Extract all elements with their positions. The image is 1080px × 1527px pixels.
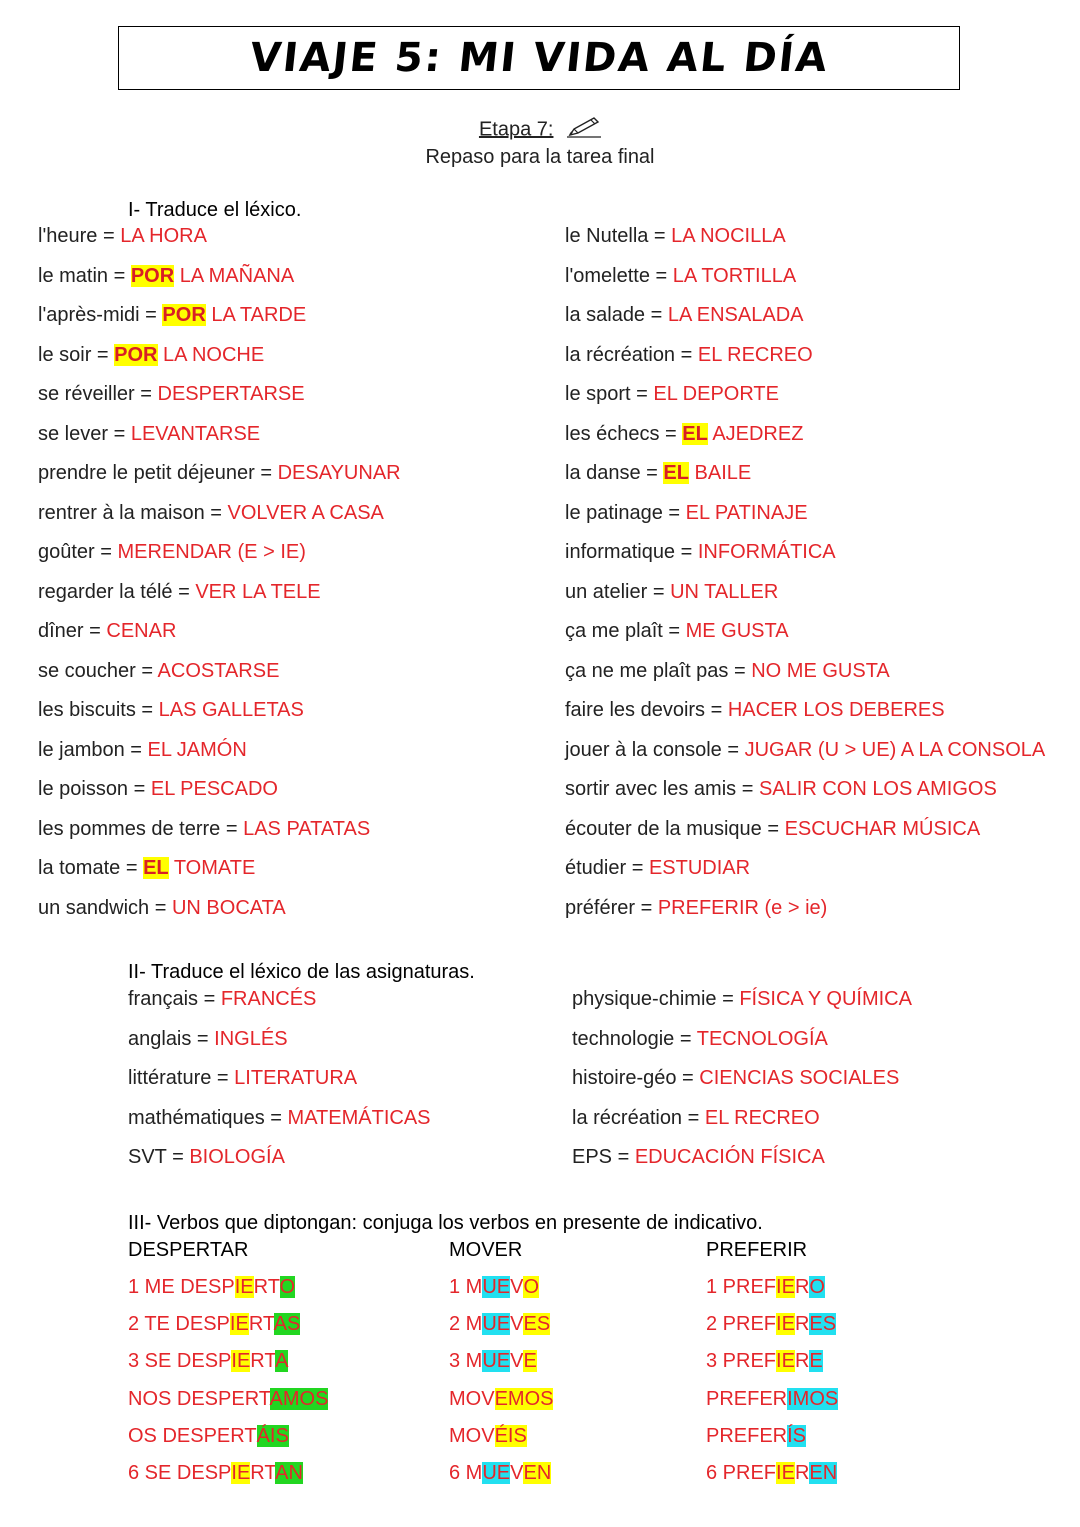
spanish-translation: LA TORTILLA <box>672 264 797 287</box>
stage-label <box>0 116 1080 144</box>
spanish-translation: JUGAR (U > UE) A LA CONSOLA <box>744 738 1046 761</box>
spanish-translation: UN BOCATA <box>171 896 286 919</box>
conjugation-stem: PREFER <box>706 1387 788 1410</box>
french-term: se réveiller = <box>38 383 158 405</box>
highlighted-article: POR <box>130 264 175 287</box>
conjugation-stem: MOV <box>449 1424 495 1447</box>
french-term: le matin = <box>38 264 131 287</box>
vocab-row <box>572 1027 912 1067</box>
french-term: sortir avec les amis = <box>565 778 759 800</box>
verb-column-despertar <box>128 1238 328 1497</box>
highlighted-ending: E <box>523 1350 537 1373</box>
highlighted-ending: IE <box>776 1350 795 1373</box>
conjugation-stem: RT <box>250 1350 276 1373</box>
french-term: littérature = <box>128 1067 235 1089</box>
highlighted-ending: ÁIS <box>256 1424 289 1447</box>
conjugation-row <box>449 1311 553 1348</box>
spanish-translation: CENAR <box>106 620 177 642</box>
vocab-row <box>565 501 1045 541</box>
spanish-translation: VER LA TELE <box>195 580 321 603</box>
section2-right-column <box>572 987 912 1185</box>
vocab-row <box>572 1066 912 1106</box>
vocab-row <box>565 896 1045 936</box>
highlighted-ending: IE <box>231 1461 251 1484</box>
conjugation-stem: 2 TE DESP <box>128 1313 230 1336</box>
highlighted-ending: ÉIS <box>494 1424 527 1447</box>
verb-name: PREFERIR <box>706 1239 808 1261</box>
conjugation-stem: R <box>794 1276 810 1298</box>
highlighted-ending: O <box>523 1276 540 1298</box>
vocab-row <box>38 303 401 343</box>
highlighted-ending: UE <box>482 1461 511 1484</box>
vocab-row <box>38 856 401 896</box>
french-term: la récréation = <box>572 1106 705 1129</box>
spanish-translation: LA TARDE <box>205 304 307 326</box>
spanish-translation: EL DEPORTE <box>653 383 779 405</box>
vocab-row <box>572 987 912 1027</box>
spanish-translation: MERENDAR (E > IE) <box>117 541 306 563</box>
vocab-row <box>565 659 1045 699</box>
highlighted-ending: EN <box>809 1461 838 1484</box>
conjugation-stem: 6 M <box>449 1461 483 1484</box>
conjugation-row <box>706 1311 838 1348</box>
conjugation-row <box>449 1386 553 1423</box>
highlighted-ending: AMOS <box>269 1387 329 1410</box>
spanish-translation: LA MAÑANA <box>174 264 295 287</box>
conjugation-stem: R <box>794 1313 810 1336</box>
spanish-translation: TOMATE <box>168 857 256 879</box>
highlighted-ending: IMOS <box>787 1387 839 1410</box>
conjugation-row <box>128 1423 328 1460</box>
spanish-translation: TECNOLOGÍA <box>696 1027 828 1050</box>
conjugation-row <box>706 1423 838 1460</box>
vocab-row <box>128 1145 431 1185</box>
spanish-translation: CIENCIAS SOCIALES <box>699 1067 900 1089</box>
vocab-row <box>565 817 1045 857</box>
conjugation-stem: R <box>794 1350 810 1373</box>
conjugation-row <box>128 1386 328 1423</box>
spanish-translation: EL PESCADO <box>150 778 278 800</box>
french-term: physique-chimie = <box>572 988 740 1010</box>
highlighted-article: EL <box>143 857 169 879</box>
conjugation-row <box>706 1386 838 1423</box>
vocab-row <box>565 264 1045 304</box>
conjugation-stem: V <box>510 1276 524 1298</box>
french-term: le sport = <box>565 383 654 405</box>
spanish-translation: INGLÉS <box>214 1027 288 1050</box>
subtitle: Repaso para la tarea final <box>425 146 655 168</box>
conjugation-stem: 3 SE DESP <box>128 1350 232 1373</box>
highlighted-ending: IE <box>229 1313 249 1336</box>
conjugation-stem: 6 PREF <box>706 1461 777 1484</box>
french-term: l'omelette = <box>565 264 673 287</box>
highlighted-article: POR <box>162 304 206 326</box>
conjugation-stem: V <box>510 1461 524 1484</box>
vocab-row <box>565 540 1045 580</box>
section1-left-column <box>38 224 401 935</box>
french-term: le Nutella = <box>565 225 672 247</box>
pencil-icon <box>567 116 601 144</box>
spanish-translation: LAS GALLETAS <box>158 699 304 721</box>
spanish-translation: EL JAMÓN <box>147 738 247 761</box>
french-term: français = <box>128 988 221 1010</box>
highlighted-ending: ÍS <box>787 1424 807 1447</box>
french-term: écouter de la musique = <box>565 817 785 840</box>
french-term: l'heure = <box>38 225 121 247</box>
conjugation-row <box>706 1348 838 1385</box>
conjugation-stem: NOS DESPERT <box>128 1387 270 1410</box>
vocab-row <box>38 580 401 620</box>
vocab-row <box>565 224 1045 264</box>
spanish-translation: FÍSICA Y QUÍMICA <box>739 988 912 1010</box>
french-term: se coucher = <box>38 659 158 682</box>
french-term: le jambon = <box>38 738 148 761</box>
conjugation-row <box>128 1274 328 1311</box>
stage-text: Etapa 7: <box>478 118 554 141</box>
highlighted-ending: E <box>809 1350 823 1373</box>
vocab-row <box>38 817 401 857</box>
conjugation-stem: 1 M <box>449 1276 483 1298</box>
highlighted-ending: IE <box>234 1276 254 1298</box>
section2-heading: II- Traduce el léxico de las asignaturas. <box>128 961 475 983</box>
vocab-row <box>38 382 401 422</box>
french-term: la tomate = <box>38 857 144 879</box>
highlighted-ending: O <box>809 1276 825 1298</box>
spanish-translation: FRANCÉS <box>220 988 317 1010</box>
vocab-row <box>565 343 1045 383</box>
section3-heading: III- Verbos que diptongan: conjuga los verbos en presente de indicativo. <box>128 1212 763 1234</box>
spanish-translation: NO ME GUSTA <box>751 659 890 682</box>
conjugation-stem: RT <box>253 1276 280 1298</box>
conjugation-stem: R <box>794 1461 810 1484</box>
vocab-row <box>128 1027 431 1067</box>
spanish-translation: PREFERIR (e > ie) <box>657 896 828 919</box>
highlighted-ending: IE <box>776 1461 795 1484</box>
french-term: jouer à la console = <box>565 738 745 761</box>
vocab-row <box>565 461 1045 501</box>
vocab-row <box>38 896 401 936</box>
french-term: SVT = <box>128 1146 190 1168</box>
vocab-row <box>38 619 401 659</box>
verb-name: DESPERTAR <box>128 1239 249 1261</box>
vocab-row <box>38 501 401 541</box>
french-term: informatique = <box>565 541 698 563</box>
vocab-row <box>128 1066 431 1106</box>
french-term: rentrer à la maison = <box>38 501 228 524</box>
spanish-translation: EDUCACIÓN FÍSICA <box>634 1146 825 1168</box>
vocab-row <box>565 856 1045 896</box>
conjugation-stem: 2 M <box>449 1313 483 1336</box>
title-box <box>118 26 960 90</box>
spanish-translation: VOLVER A CASA <box>227 501 384 524</box>
spanish-translation: DESPERTARSE <box>157 383 305 405</box>
spanish-translation: HACER LOS DEBERES <box>727 699 945 721</box>
spanish-translation: ESCUCHAR MÚSICA <box>784 817 981 840</box>
french-term: la récréation = <box>565 343 698 366</box>
section1-heading: I- Traduce el léxico. <box>128 199 302 221</box>
conjugation-stem: OS DESPERT <box>128 1424 257 1447</box>
vocab-row <box>38 777 401 817</box>
french-term: technologie = <box>572 1027 697 1050</box>
spanish-translation: BIOLOGÍA <box>189 1146 285 1168</box>
spanish-translation: EL RECREO <box>697 343 813 366</box>
conjugation-row <box>706 1274 838 1311</box>
french-term: anglais = <box>128 1027 215 1050</box>
highlighted-ending: UE <box>482 1276 511 1298</box>
french-term: ça me plaît = <box>565 620 686 642</box>
highlighted-ending: EN <box>523 1461 552 1484</box>
vocab-row <box>565 738 1045 778</box>
highlighted-ending: O <box>279 1276 296 1298</box>
highlighted-ending: AS <box>273 1313 301 1336</box>
french-term: prendre le petit déjeuner = <box>38 462 278 484</box>
spanish-translation: SALIR CON LOS AMIGOS <box>758 778 997 800</box>
conjugation-row <box>128 1460 328 1497</box>
spanish-translation: LA NOCHE <box>157 343 265 366</box>
highlighted-ending: AN <box>275 1461 303 1484</box>
spanish-translation: LA HORA <box>120 225 207 247</box>
french-term: faire les devoirs = <box>565 699 728 721</box>
spanish-translation: AJEDREZ <box>707 422 804 445</box>
vocab-row <box>38 698 401 738</box>
vocab-row <box>38 264 401 304</box>
section2-left-column <box>128 987 431 1185</box>
highlighted-article: POR <box>114 343 158 366</box>
conjugation-stem: 3 M <box>449 1350 483 1373</box>
vocab-row <box>38 540 401 580</box>
french-term: l'après-midi = <box>38 304 163 326</box>
spanish-translation: MATEMÁTICAS <box>287 1106 431 1129</box>
french-term: le poisson = <box>38 778 151 800</box>
vocab-row <box>38 422 401 462</box>
french-term: le soir = <box>38 343 115 366</box>
spanish-translation: UN TALLER <box>670 580 779 603</box>
highlighted-article: EL <box>682 422 708 445</box>
french-term: les échecs = <box>565 422 683 445</box>
french-term: regarder la télé = <box>38 580 196 603</box>
conjugation-row <box>449 1460 553 1497</box>
spanish-translation: LEVANTARSE <box>130 422 261 445</box>
french-term: mathématiques = <box>128 1106 288 1129</box>
verb-column-mover <box>449 1238 553 1497</box>
highlighted-ending: A <box>275 1350 289 1373</box>
vocab-row <box>565 619 1045 659</box>
vocab-row <box>128 987 431 1027</box>
spanish-translation: LA ENSALADA <box>667 304 804 326</box>
conjugation-stem: V <box>510 1350 524 1373</box>
french-term: histoire-géo = <box>572 1067 700 1089</box>
conjugation-row <box>449 1274 553 1311</box>
conjugation-row <box>128 1311 328 1348</box>
highlighted-ending: ES <box>809 1313 837 1336</box>
verb-name: MOVER <box>449 1239 523 1261</box>
spanish-translation: ACOSTARSE <box>157 659 280 682</box>
spanish-translation: DESAYUNAR <box>277 462 401 484</box>
highlighted-ending: UE <box>482 1350 511 1373</box>
conjugation-stem: V <box>510 1313 524 1336</box>
highlighted-ending: IE <box>776 1276 795 1298</box>
vocab-row <box>565 422 1045 462</box>
vocab-row <box>565 777 1045 817</box>
conjugation-stem: 6 SE DESP <box>128 1461 232 1484</box>
french-term: la danse = <box>565 462 664 484</box>
french-term: les biscuits = <box>38 699 159 721</box>
verb-column-preferir <box>706 1238 838 1497</box>
highlighted-ending: UE <box>482 1313 511 1336</box>
conjugation-stem: RT <box>248 1313 274 1336</box>
french-term: EPS = <box>572 1146 635 1168</box>
vocab-row <box>38 659 401 699</box>
highlighted-ending: ES <box>523 1313 551 1336</box>
spanish-translation: EL RECREO <box>704 1106 820 1129</box>
spanish-translation: INFORMÁTICA <box>697 541 836 563</box>
highlighted-ending: EMOS <box>494 1387 554 1410</box>
spanish-translation: EL PATINAJE <box>685 501 808 524</box>
conjugation-stem: MOV <box>449 1387 495 1410</box>
vocab-row <box>565 698 1045 738</box>
spanish-translation: BAILE <box>688 462 752 484</box>
vocab-row <box>565 382 1045 422</box>
french-term: se lever = <box>38 422 131 445</box>
spanish-translation: LITERATURA <box>234 1067 358 1089</box>
highlighted-ending: IE <box>231 1350 251 1373</box>
vocab-row <box>38 343 401 383</box>
french-term: les pommes de terre = <box>38 817 244 840</box>
spanish-translation: ESTUDIAR <box>648 857 751 879</box>
conjugation-row <box>449 1348 553 1385</box>
french-term: la salade = <box>565 304 668 326</box>
vocab-row <box>38 738 401 778</box>
vocab-row <box>572 1106 912 1146</box>
vocab-row <box>565 580 1045 620</box>
vocab-row <box>128 1106 431 1146</box>
page-title: VIAJE 5: MI VIDA AL DÍA <box>247 35 831 81</box>
french-term: goûter = <box>38 541 118 563</box>
conjugation-row <box>128 1348 328 1385</box>
section1-right-column <box>565 224 1045 935</box>
vocab-row <box>38 224 401 264</box>
french-term: préférer = <box>565 896 658 919</box>
spanish-translation: LAS PATATAS <box>243 817 371 840</box>
conjugation-stem: 3 PREF <box>706 1350 777 1373</box>
french-term: dîner = <box>38 620 107 642</box>
french-term: ça ne me plaît pas = <box>565 659 752 682</box>
spanish-translation: ME GUSTA <box>685 620 789 642</box>
highlighted-article: EL <box>663 462 689 484</box>
vocab-row <box>565 303 1045 343</box>
conjugation-row <box>449 1423 553 1460</box>
french-term: un atelier = <box>565 580 671 603</box>
conjugation-stem: RT <box>250 1461 276 1484</box>
conjugation-stem: PREFER <box>706 1424 788 1447</box>
conjugation-row <box>706 1460 838 1497</box>
french-term: étudier = <box>565 857 649 879</box>
conjugation-stem: 2 PREF <box>706 1313 777 1336</box>
french-term: un sandwich = <box>38 896 172 919</box>
spanish-translation: LA NOCILLA <box>671 225 786 247</box>
vocab-row <box>572 1145 912 1185</box>
highlighted-ending: IE <box>776 1313 795 1336</box>
conjugation-stem: 1 PREF <box>706 1276 777 1298</box>
conjugation-stem: 1 ME DESP <box>128 1276 235 1298</box>
vocab-row <box>38 461 401 501</box>
french-term: le patinage = <box>565 501 686 524</box>
